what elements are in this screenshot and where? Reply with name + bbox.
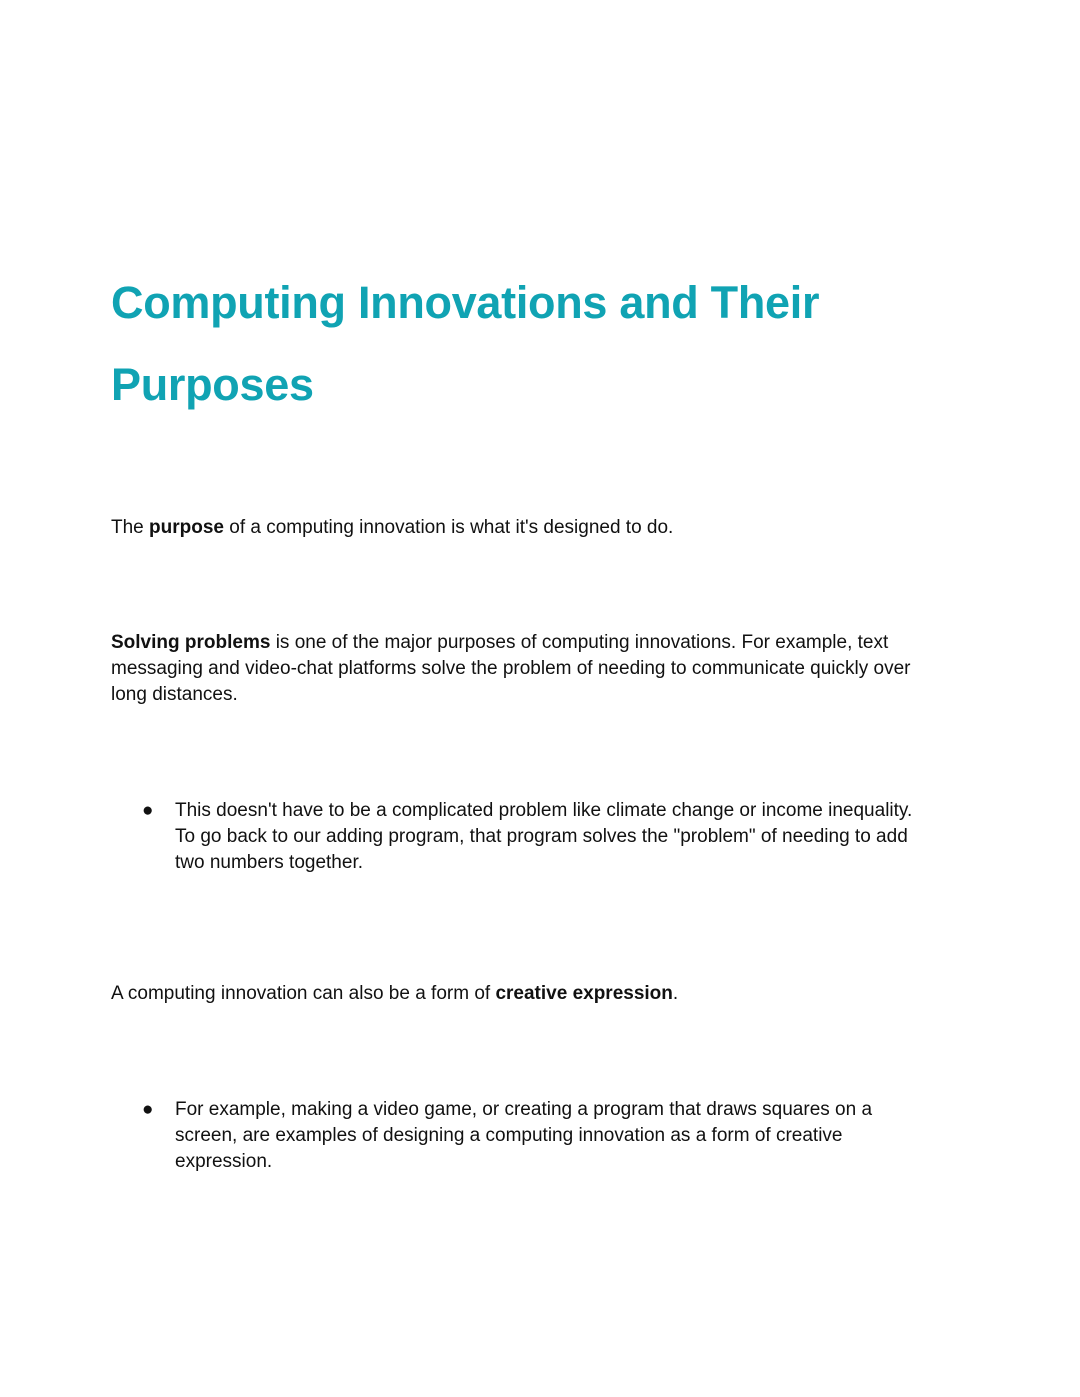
text: is one of the major purposes of computing innovations. For example, text [270,632,889,653]
solving-problems-paragraph [111,630,910,708]
bullet-item-problem [175,798,912,876]
text-line: two numbers together. [175,852,363,873]
text-line: long distances. [111,684,238,705]
purpose-paragraph [111,515,673,541]
text: A computing innovation can also be a form of [111,983,496,1004]
text-line: For example, making a video game, or creating a program that draws squares on a [175,1099,873,1120]
bullet-icon: ● [142,1099,154,1120]
text-line: This doesn't have to be a complicated problem like climate change or income inequality. [175,800,913,821]
title-line-2: Purposes [111,359,314,410]
text-line: expression. [175,1151,273,1172]
text-line: screen, are examples of designing a computing innovation as a form of creative [175,1125,843,1146]
creative-expression-paragraph [111,981,678,1007]
page-title [111,262,819,426]
bold-term-purpose: purpose [149,517,224,538]
bullet-item-creative [175,1097,872,1175]
text: of a computing innovation is what it's designed to do. [223,517,674,538]
bold-term-creative-expression: creative expression [495,983,673,1004]
bullet-icon: ● [142,800,154,821]
text-line [111,630,910,656]
text-line: To go back to our adding program, that program solves the "problem" of needing to add [175,826,908,847]
text: The [111,517,150,538]
text: . [672,983,679,1004]
title-line-1: Computing Innovations and Their [111,277,820,328]
text-line: messaging and video-chat platforms solve the problem of needing to communicate quickly over [111,658,911,679]
bold-term-solving-problems: Solving problems [111,632,271,653]
